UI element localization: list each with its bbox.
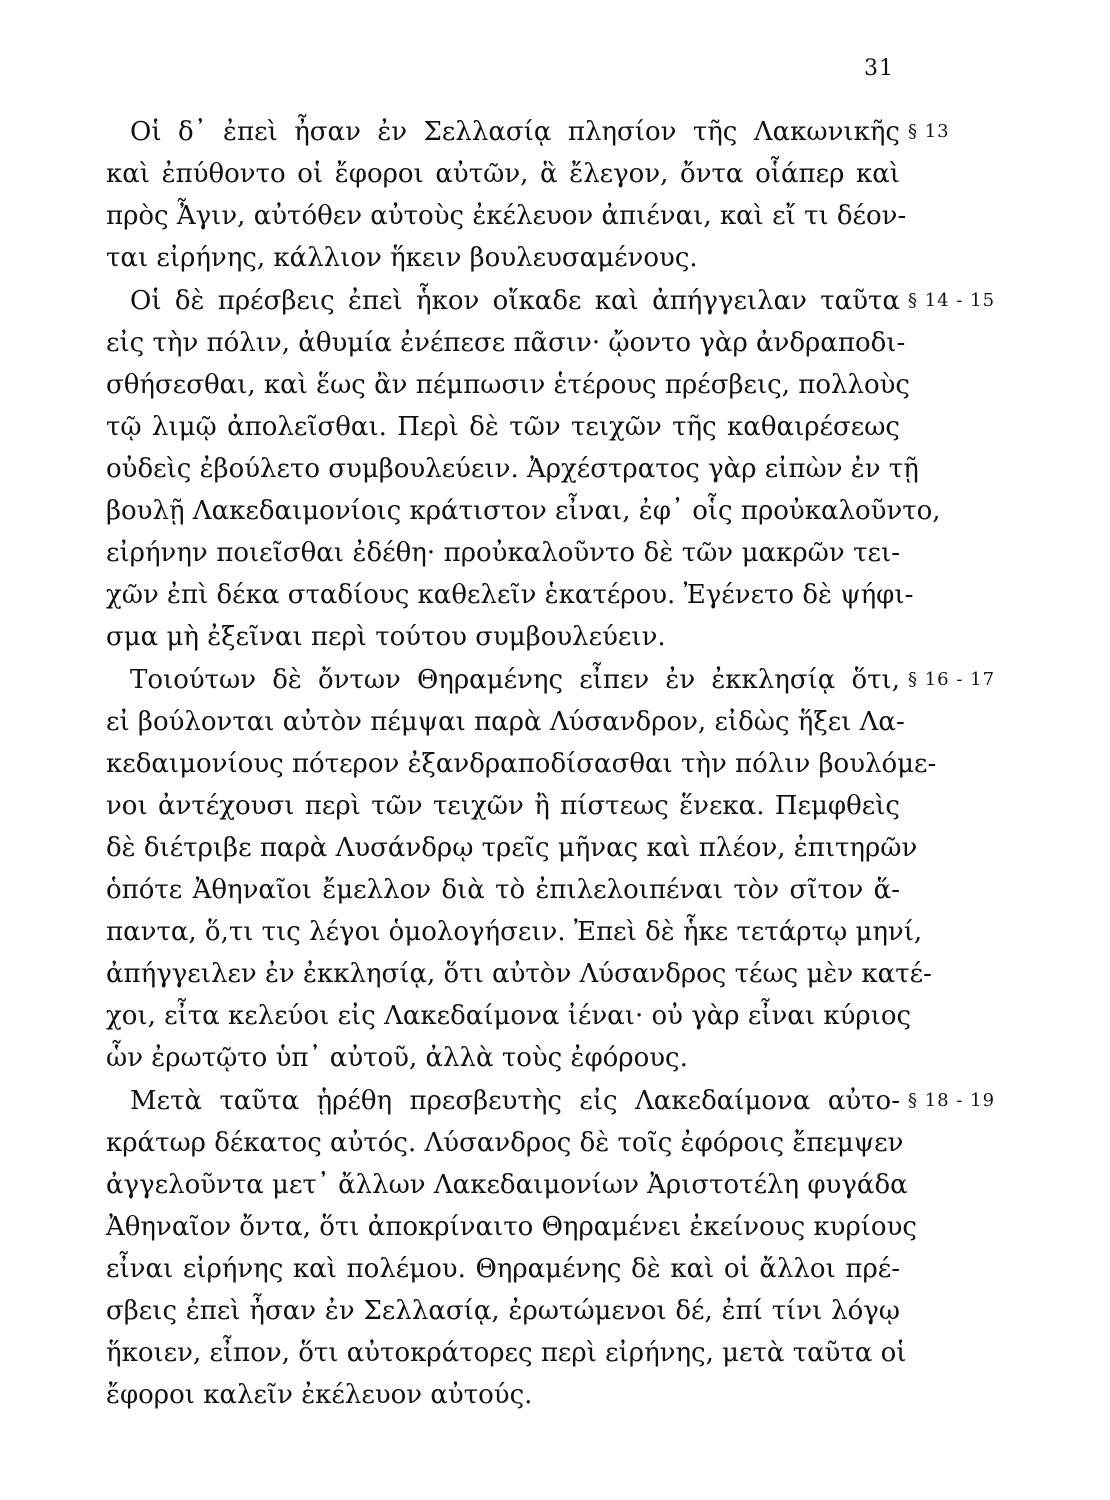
text-line: εἰς τὴν πόλιν, ἀθυμία ἐνέπεσε πᾶσιν· ᾤοντο γὰρ ἀνδραποδι- (106, 328, 906, 358)
text-line: ται εἰρήνης, κάλλιον ἥκειν βουλευσαμένους. (106, 243, 698, 273)
text-line: Οἱ δ᾽ ἐπεὶ ἦσαν ἐν Σελλασίᾳ πλησίον τῆς Λακωνικῆς (130, 117, 900, 147)
text-line: εἰρήνην ποιεῖσθαι ἐδέθη· προὐκαλοῦντο δὲ τῶν μακρῶν τει- (106, 538, 900, 568)
text-line: Οἱ δὲ πρέσβεις ἐπεὶ ἧκον οἴκαδε καὶ ἀπήγγειλαν ταῦτα (130, 286, 900, 316)
text-line: δὲ διέτριβε παρὰ Λυσάνδρῳ τρεῖς μῆνας καὶ πλέον, ἐπιτηρῶν (106, 833, 918, 863)
text-line: ὧν ἐρωτῷτο ὑπ᾽ αὐτοῦ, ἀλλὰ τοὺς ἐφόρους. (106, 1043, 688, 1073)
text-line: ἥκοιεν, εἶπον, ὅτι αὐτοκράτορες περὶ εἰρήνης, μετὰ ταῦτα οἱ (106, 1338, 907, 1368)
text-line: εἰ βούλονται αὐτὸν πέμψαι παρὰ Λύσανδρον, εἰδὼς ἥξει Λα- (106, 707, 905, 737)
text-line: Μετὰ ταῦτα ᾑρέθη πρεσβευτὴς εἰς Λακεδαίμονα αὐτο- (130, 1086, 900, 1116)
text-line: βουλῇ Λακεδαιμονίοις κράτιστον εἶναι, ἐφ᾽ οἷς προὐκαλοῦντο, (106, 496, 941, 526)
section-reference: § 13 (908, 121, 950, 142)
text-line: νοι ἀντέχουσι περὶ τῶν τειχῶν ἢ πίστεως ἕνεκα. Πεμφθεὶς (106, 791, 900, 821)
text-line: Τοιούτων δὲ ὄντων Θηραμένης εἶπεν ἐν ἐκκλησίᾳ ὅτι, (130, 665, 900, 695)
text-line: εἶναι εἰρήνης καὶ πολέμου. Θηραμένης δὲ καὶ οἱ ἄλλοι πρέ- (106, 1254, 900, 1284)
section-reference: § 16 - 17 (908, 669, 996, 690)
text-line: ἀπήγγειλεν ἐν ἐκκλησίᾳ, ὅτι αὐτὸν Λύσανδρος τέως μὲν κατέ- (106, 959, 932, 989)
text-line: κράτωρ δέκατος αὐτός. Λύσανδρος δὲ τοῖς ἐφόροις ἔπεμψεν (106, 1128, 904, 1158)
text-line: καὶ ἐπύθοντο οἱ ἔφοροι αὐτῶν, ἃ ἔλεγον, ὄντα οἷάπερ καὶ (106, 159, 900, 189)
text-line: σθήσεσθαι, καὶ ἕως ἂν πέμπωσιν ἑτέρους πρέσβεις, πολλοὺς (106, 370, 910, 400)
text-line: κεδαιμονίους πότερον ἐξανδραποδίσασθαι τὴν πόλιν βουλόμε- (106, 749, 937, 779)
text-line: ὁπότε Ἀθηναῖοι ἔμελλον διὰ τὸ ἐπιλελοιπέναι τὸν σῖτον ἅ- (106, 875, 900, 905)
text-line: ἀγγελοῦντα μετ᾽ ἄλλων Λακεδαιμονίων Ἀριστοτέλη φυγάδα (106, 1170, 908, 1200)
section-reference: § 18 - 19 (908, 1090, 996, 1111)
page-number: 31 (864, 56, 894, 81)
text-line: παντα, ὅ,τι τις λέγοι ὁμολογήσειν. Ἐπεὶ δὲ ἧκε τετάρτῳ μηνί, (106, 917, 923, 947)
text-line: ἔφοροι καλεῖν ἐκέλευον αὐτούς. (106, 1380, 533, 1410)
text-line: τῷ λιμῷ ἀπολεῖσθαι. Περὶ δὲ τῶν τειχῶν τῆς καθαιρέσεως (106, 412, 900, 442)
text-line: οὐδεὶς ἐβούλετο συμβουλεύειν. Ἀρχέστρατος γὰρ εἰπὼν ἐν τῇ (106, 454, 919, 484)
text-line: πρὸς Ἆγιν, αὐτόθεν αὐτοὺς ἐκέλευον ἀπιέναι, καὶ εἴ τι δέον- (106, 201, 907, 231)
section-reference: § 14 - 15 (908, 290, 996, 311)
text-line: χῶν ἐπὶ δέκα σταδίους καθελεῖν ἑκατέρου. Ἐγένετο δὲ ψήφι- (106, 580, 914, 610)
text-line: σμα μὴ ἐξεῖναι περὶ τούτου συμβουλεύειν. (106, 622, 666, 652)
text-line: σβεις ἐπεὶ ἦσαν ἐν Σελλασίᾳ, ἐρωτώμενοι δέ, ἐπί τίνι λόγῳ (106, 1296, 900, 1326)
text-line: Ἀθηναῖον ὄντα, ὅτι ἀποκρίναιτο Θηραμένει ἐκείνους κυρίους (106, 1212, 917, 1242)
text-line: χοι, εἶτα κελεύοι εἰς Λακεδαίμονα ἰέναι· οὐ γὰρ εἶναι κύριος (106, 1001, 912, 1031)
